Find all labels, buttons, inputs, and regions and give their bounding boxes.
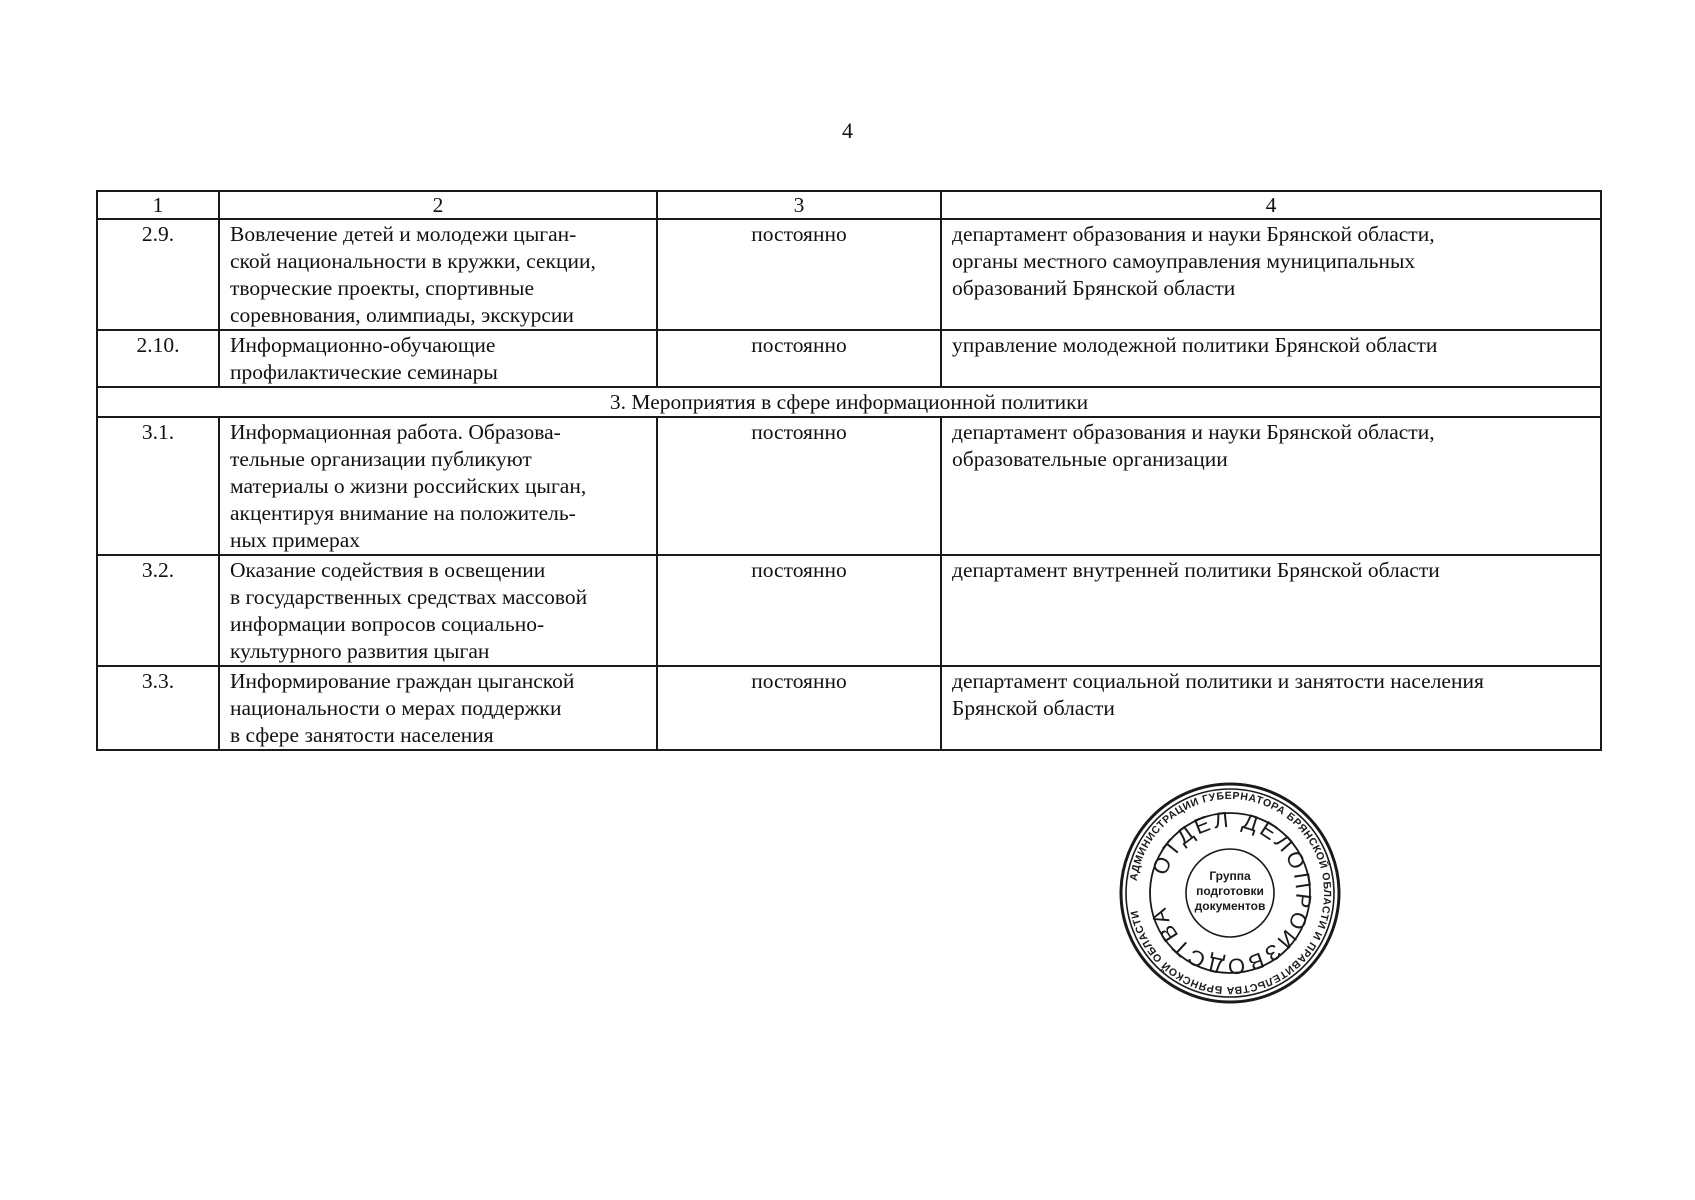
table-row (97, 219, 1601, 330)
term-cell: постоянно (657, 555, 941, 666)
table-header-row (97, 191, 1601, 219)
table-row (97, 330, 1601, 387)
term-cell: постоянно (657, 666, 941, 750)
row-number: 3.3. (97, 666, 219, 750)
table-body (97, 219, 1601, 750)
plan-table (96, 190, 1602, 751)
executor-cell: департамент социальной политики и занятости населения Брянской области (941, 666, 1601, 750)
column-header: 3 (657, 191, 941, 219)
page-number: 4 (842, 118, 853, 143)
row-number: 2.9. (97, 219, 219, 330)
row-number: 2.10. (97, 330, 219, 387)
seal-center-text: Группа подготовки документов (1194, 869, 1266, 913)
row-number: 3.2. (97, 555, 219, 666)
section-row (97, 387, 1601, 417)
term-cell: постоянно (657, 417, 941, 555)
section-title: 3. Мероприятия в сфере информационной политики (97, 387, 1601, 417)
row-number: 3.1. (97, 417, 219, 555)
column-header: 1 (97, 191, 219, 219)
term-cell: постоянно (657, 330, 941, 387)
column-header: 4 (941, 191, 1601, 219)
table-row (97, 666, 1601, 750)
seal-inner-text: ОТДЕЛ ДЕЛОПРОИЗВОДСТВА (1145, 806, 1317, 980)
executor-cell: департамент образования и науки Брянской области, органы местного самоуправления муниципальных образований Брянской области (941, 219, 1601, 330)
measure-cell: Вовлечение детей и молодежи цыган- ской национальности в кружки, секции, творческие проекты, спортивные соревнования, олимпиады, экскурсии (219, 219, 657, 330)
measure-cell: Оказание содействия в освещении в государственных средствах массовой информации вопросов социально- культурного развития цыган (219, 555, 657, 666)
table-row (97, 555, 1601, 666)
term-cell: постоянно (657, 219, 941, 330)
measure-cell: Информирование граждан цыганской национальности о мерах поддержки в сфере занятости населения (219, 666, 657, 750)
executor-cell: управление молодежной политики Брянской области (941, 330, 1601, 387)
official-seal (1117, 780, 1343, 1006)
table-row (97, 417, 1601, 555)
executor-cell: департамент внутренней политики Брянской области (941, 555, 1601, 666)
seal-outer-text: АДМИНИСТРАЦИИ ГУБЕРНАТОРА БРЯНСКОЙ ОБЛАСТИ И ПРАВИТЕЛЬСТВА БРЯНСКОЙ ОБЛАСТИ (1127, 789, 1334, 997)
executor-cell: департамент образования и науки Брянской области, образовательные организации (941, 417, 1601, 555)
measure-cell: Информационная работа. Образова- тельные организации публикуют материалы о жизни российских цыган, акцентируя внимание на положитель- ных примерах (219, 417, 657, 555)
measure-cell: Информационно-обучающие профилактические семинары (219, 330, 657, 387)
column-header: 2 (219, 191, 657, 219)
